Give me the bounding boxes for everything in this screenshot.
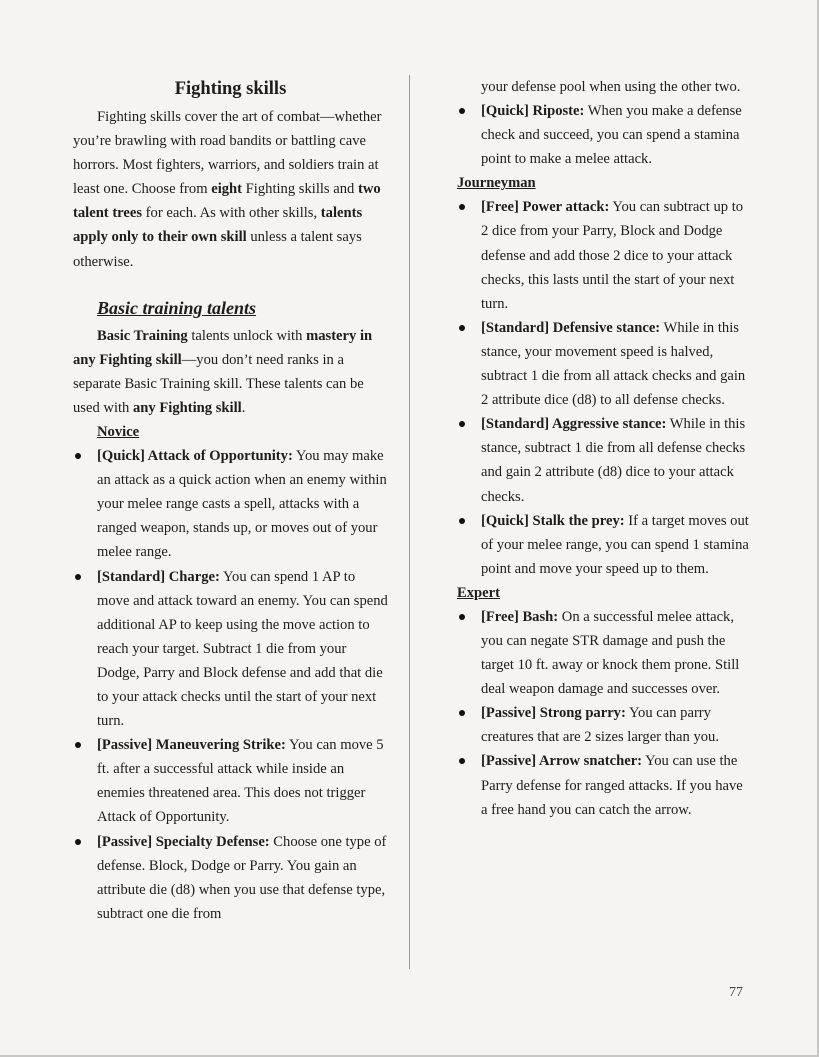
bt-bold: Basic Training xyxy=(97,327,188,344)
talent-list-expert xyxy=(457,605,752,822)
talent-label: [Standard] Aggressive stance: xyxy=(481,416,667,433)
talent-text: You may make an attack as a quick action when an enemy within your melee range casts a spell, attacks with a ranged weapon, stands up, or moves out of your melee range. xyxy=(97,448,387,561)
bullet-icon xyxy=(75,742,81,748)
talent-item xyxy=(73,830,388,926)
talent-label: [Passive] Specialty Defense: xyxy=(97,833,270,850)
talent-list-novice-continued xyxy=(457,75,752,171)
right-column xyxy=(457,75,752,822)
bt-bold: mastery in any Fighting skill xyxy=(73,327,373,368)
basic-training-paragraph xyxy=(73,324,388,420)
bullet-icon xyxy=(75,453,81,459)
talent-item xyxy=(73,444,388,564)
bullet-icon xyxy=(459,325,465,331)
intro-text: Fighting skills and xyxy=(242,181,358,198)
tier-heading-expert: Expert xyxy=(457,584,500,601)
talent-item xyxy=(457,605,752,701)
column-divider xyxy=(409,75,410,969)
bullet-icon xyxy=(459,614,465,620)
talent-text: You can parry creatures that are 2 sizes larger than you. xyxy=(481,705,719,746)
talent-text: When you make a defense check and succeed, you can spend a stamina point to make a melee attack. xyxy=(481,103,742,168)
talent-text: On a successful melee attack, you can negate STR damage and push the target 10 ft. away or knock them prone. Still deal weapon damage and successes over. xyxy=(481,608,740,698)
bullet-icon xyxy=(459,204,465,210)
talent-text: You can use the Parry defense for ranged attacks. If you have a free hand you can catch the arrow. xyxy=(481,753,743,818)
talent-text: your defense pool when using the other two. xyxy=(481,79,741,95)
subsection-title: Basic training talents xyxy=(97,297,257,318)
talent-list-novice xyxy=(73,444,388,926)
intro-text: for each. As with other skills, xyxy=(142,205,321,222)
talent-list-journeyman xyxy=(457,195,752,581)
talent-text: If a target moves out of your melee range, you can spend 1 stamina point and move your speed up to them. xyxy=(481,512,749,577)
talent-label: [Quick] Stalk the prey: xyxy=(481,512,625,529)
talent-label: [Free] Bash: xyxy=(481,608,559,625)
bullet-icon xyxy=(459,108,465,114)
talent-label: [Standard] Charge: xyxy=(97,568,220,585)
intro-text: unless a talent says otherwise. xyxy=(73,229,362,270)
bullet-icon xyxy=(459,758,465,764)
bt-text: . xyxy=(241,399,246,416)
talent-text: You can subtract up to 2 dice from your Parry, Block and Dodge defense and add those 2 dice to your attack checks, this lasts until the start of your next turn. xyxy=(481,199,744,312)
talent-item xyxy=(457,195,752,315)
talent-item xyxy=(73,565,388,734)
talent-item xyxy=(457,316,752,412)
talent-item xyxy=(457,99,752,171)
talent-label: [Passive] Arrow snatcher: xyxy=(481,753,643,770)
talent-item xyxy=(457,509,752,581)
talent-item xyxy=(457,412,752,508)
bullet-icon xyxy=(459,421,465,427)
talent-label: [Quick] Riposte: xyxy=(481,103,585,120)
bt-text: —you don’t need ranks in a separate Basic Training skill. These talents can be used with xyxy=(73,351,364,416)
intro-text: Fighting skills cover the art of combat—whether you’re brawling with road bandits or battling cave horrors. Most fighters, warriors, and soldiers train at least one. Choose from xyxy=(73,109,382,198)
bt-text: talents unlock with xyxy=(187,327,307,344)
bullet-icon xyxy=(75,574,81,580)
tier-heading-novice: Novice xyxy=(97,424,140,441)
intro-bold: two talent trees xyxy=(73,181,381,222)
tier-heading-journeyman: Journeyman xyxy=(457,175,536,192)
bullet-icon xyxy=(75,839,81,845)
intro-paragraph xyxy=(73,105,388,274)
talent-label: [Passive] Maneuvering Strike: xyxy=(97,737,286,754)
talent-text: While in this stance, your movement speed is halved, subtract 1 die from all attack checks and gain 2 attribute dice (d8) to all defense checks. xyxy=(481,319,746,409)
talent-item-continuation xyxy=(457,75,752,99)
bt-bold: any Fighting skill xyxy=(133,399,242,416)
talent-item xyxy=(457,749,752,821)
talent-item xyxy=(457,701,752,749)
bullet-icon xyxy=(459,710,465,716)
talent-label: [Passive] Strong parry: xyxy=(481,705,626,722)
talent-label: [Free] Power attack: xyxy=(481,199,610,216)
talent-text: While in this stance, subtract 1 die from all defense checks and gain 2 attribute (d8) dice to your attack checks. xyxy=(481,416,746,505)
section-title: Fighting skills xyxy=(174,79,287,99)
intro-bold: talents apply only to their own skill xyxy=(73,205,363,246)
page-number: 77 xyxy=(729,985,743,1000)
talent-item xyxy=(73,733,388,829)
talent-text: You can spend 1 AP to move and attack toward an enemy. You can spend additional AP to keep using the move action to reach your target. Subtract 1 die from your Dodge, Parry and Block defense and add that die to your attack checks until the start of your next turn. xyxy=(97,568,388,730)
talent-label: [Quick] Attack of Opportunity: xyxy=(97,448,293,465)
bullet-icon xyxy=(459,518,465,524)
intro-bold: eight xyxy=(211,181,243,198)
talent-text: Choose one type of defense. Block, Dodge or Parry. You gain an attribute die (d8) when you use that defense type, subtract one die from xyxy=(97,833,387,922)
talent-label: [Standard] Defensive stance: xyxy=(481,319,661,336)
talent-text: You can move 5 ft. after a successful attack while inside an enemies threatened area. This does not trigger Attack of Opportunity. xyxy=(97,737,384,826)
left-column xyxy=(73,76,388,926)
